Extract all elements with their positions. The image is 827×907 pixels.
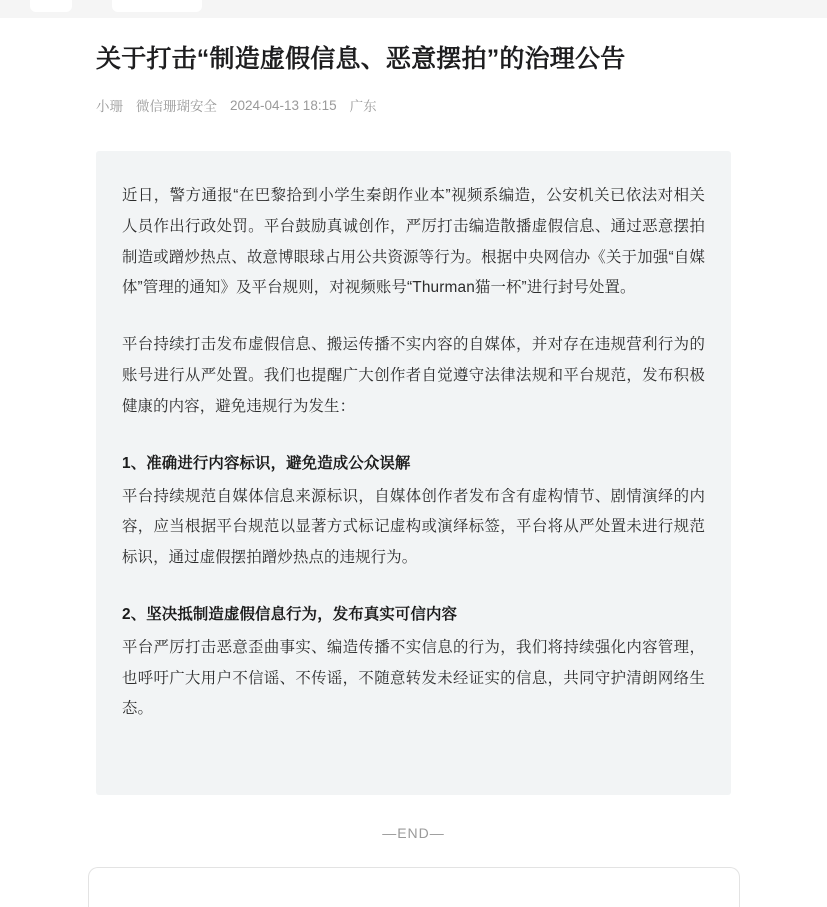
publish-date: 2024-04-13 18:15 [230, 97, 337, 113]
author-name[interactable]: 小珊 [96, 99, 123, 114]
publish-location: 广东 [349, 99, 377, 114]
section-heading: 1、准确进行内容标识，避免造成公众误解 [122, 454, 411, 472]
article-body-card [96, 151, 731, 795]
body-paragraph: 近日，警方通报“在巴黎拾到小学生秦朗作业本”视频系编造，公安机关已依法对相关人员作出行政处罚。平台鼓励真诚创作，严厉打击编造散播虚假信息、通过恶意摆拍制造或蹭炒热点、故意博眼球占用公共资源等行为。根据中央网信办《关于加强“自媒体”管理的通知》及平台规则，对视频账号“Thurman猫一杯”进行封号处置。 [122, 187, 705, 297]
section-body: 平台持续规范自媒体信息来源标识，自媒体创作者发布含有虚构情节、剧情演绎的内容，应当根据平台规范以显著方式标记虚构或演绎标签，平台将从严处置未进行规范标识，通过虚假摆拍蹭炒热点的违规行为。 [122, 487, 705, 567]
article-container [0, 42, 827, 841]
top-card-right[interactable] [112, 0, 202, 12]
end-marker: —END— [382, 825, 445, 842]
article-meta [96, 95, 731, 115]
section-body: 平台严厉打击恶意歪曲事实、编造传播不实信息的行为，我们将持续强化内容管理，也呼吁广大用户不信谣、不传谣，不随意转发未经证实的信息，共同守护清朗网络生态。 [122, 638, 705, 718]
body-paragraph: 平台持续打击发布虚假信息、搬运传播不实内容的自媒体，并对存在违规营利行为的账号进行从严处置。我们也提醒广大创作者自觉遵守法律法规和平台规范，发布积极健康的内容，避免违规行为发生： [122, 336, 705, 415]
page-title: 关于打击“制造虚假信息、恶意摆拍”的治理公告 [96, 45, 626, 73]
top-card-left[interactable] [30, 0, 72, 12]
article-page [0, 18, 827, 907]
footer-card[interactable] [88, 867, 740, 907]
account-name[interactable]: 微信珊瑚安全 [136, 99, 217, 114]
top-scroll-strip [0, 0, 827, 18]
section-heading: 2、坚决抵制造虚假信息行为，发布真实可信内容 [122, 605, 458, 623]
